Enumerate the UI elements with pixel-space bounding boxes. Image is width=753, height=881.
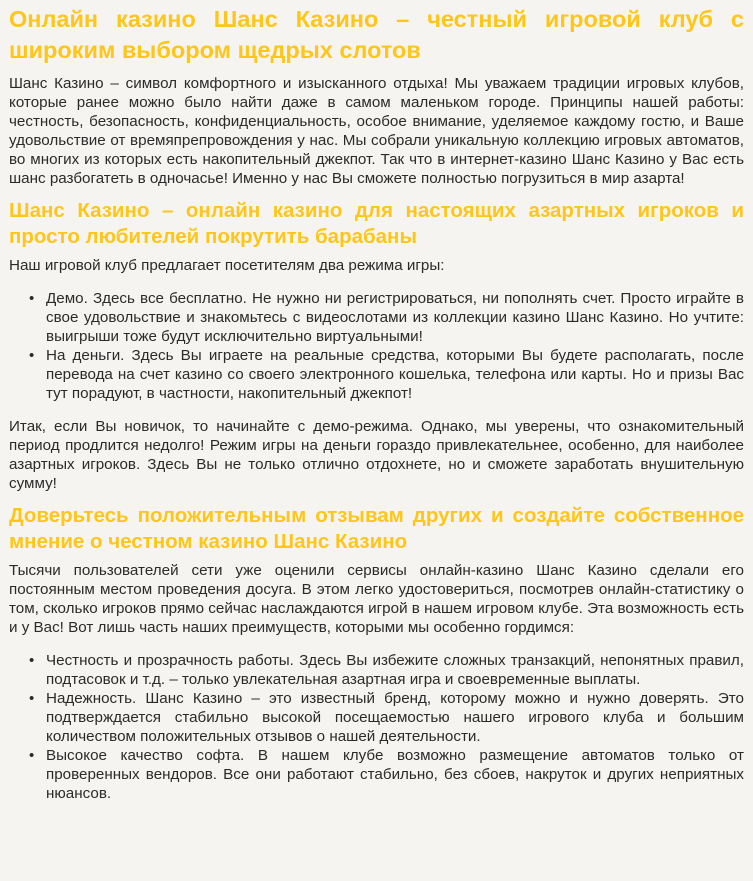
list-item-text: На деньги. Здесь Вы играете на реальные средства, которыми Вы будете располагать, после перевода на счет казино со своего электронного кошелька, телефона или карты. Но и призы Вас тут порадуют, в частности, накопительный джекпот! <box>46 347 744 402</box>
list-item-text: Высокое качество софта. В нашем клубе возможно размещение автоматов только от проверенных вендоров. Все они работают стабильно, без сбоев, накруток и других неприятных нюансов. <box>46 747 744 802</box>
bullet-icon: • <box>29 652 35 669</box>
modes-outro-paragraph: Итак, если Вы новичок, то начинайте с демо-режима. Однако, мы уверены, что ознакомительный период продлится недолго! Режим игры на деньги гораздо привлекательнее, особенно, для наиболее азартных игроков. Здесь Вы не только отлично отдохнете, но и сможете заработать внушительную сумму! <box>9 418 744 492</box>
modes-list <box>9 289 744 403</box>
bullet-icon: • <box>29 290 35 307</box>
bullet-icon: • <box>29 347 35 364</box>
list-item-text: Демо. Здесь все бесплатно. Не нужно ни регистрироваться, ни пополнять счет. Просто играйте в свое удовольствие и знакомьтесь с видеослотами из коллекции казино Шанс Казино. Но учтите: выигрыши тоже будут исключительно виртуальными! <box>46 290 744 345</box>
list-item <box>29 289 744 346</box>
bullet-icon: • <box>29 690 35 707</box>
modes-lead-paragraph: Наш игровой клуб предлагает посетителям два режима игры: <box>9 257 445 274</box>
list-item <box>29 689 744 746</box>
list-item <box>29 651 744 689</box>
list-item <box>29 746 744 803</box>
list-item <box>29 346 744 403</box>
reviews-lead-paragraph: Тысячи пользователей сети уже оценили сервисы онлайн-казино Шанс Казино сделали его постоянным местом проведения досуга. В этом легко удостовериться, посмотрев онлайн-статистику о том, сколько игроков прямо сейчас наслаждаются игрой в нашем игровом клубе. Эта возможность есть и у Вас! Вот лишь часть наших преимуществ, которыми мы особенно гордимся: <box>9 562 744 636</box>
page-title: Онлайн казино Шанс Казино – честный игровой клуб с широким выбором щедрых слотов <box>9 6 744 63</box>
section-heading-reviews: Доверьтесь положительным отзывам других и создайте собственное мнение о честном казино Шанс Казино <box>9 504 744 553</box>
advantages-list <box>9 651 744 803</box>
section-heading-modes: Шанс Казино – онлайн казино для настоящих азартных игроков и просто любителей покрутить барабаны <box>9 199 744 248</box>
intro-paragraph: Шанс Казино – символ комфортного и изысканного отдыха! Мы уважаем традиции игровых клубов, которые ранее можно было найти даже в самом маленьком городе. Принципы нашей работы: честность, безопасность, конфиденциальность, особое внимание, уделяемое каждому гостю, и Ваше удовольствие от времяпрепровождения у нас. Мы собрали уникальную коллекцию игровых автоматов, во многих из которых есть накопительный джекпот. Так что в интернет-казино Шанс Казино у Вас есть шанс разбогатеть в одночасье! Именно у нас Вы сможете полностью погрузиться в мир азарта! <box>9 75 744 187</box>
list-item-text: Честность и прозрачность работы. Здесь Вы избежите сложных транзакций, непонятных правил, подтасовок и т.д. – только увлекательная азартная игра и своевременные выплаты. <box>46 652 744 688</box>
list-item-text: Надежность. Шанс Казино – это известный бренд, которому можно и нужно доверять. Это подтверждается стабильно высокой посещаемостью нашего игрового клуба и большим количеством положительных отзывов о нашей деятельности. <box>46 690 744 745</box>
bullet-icon: • <box>29 747 35 764</box>
